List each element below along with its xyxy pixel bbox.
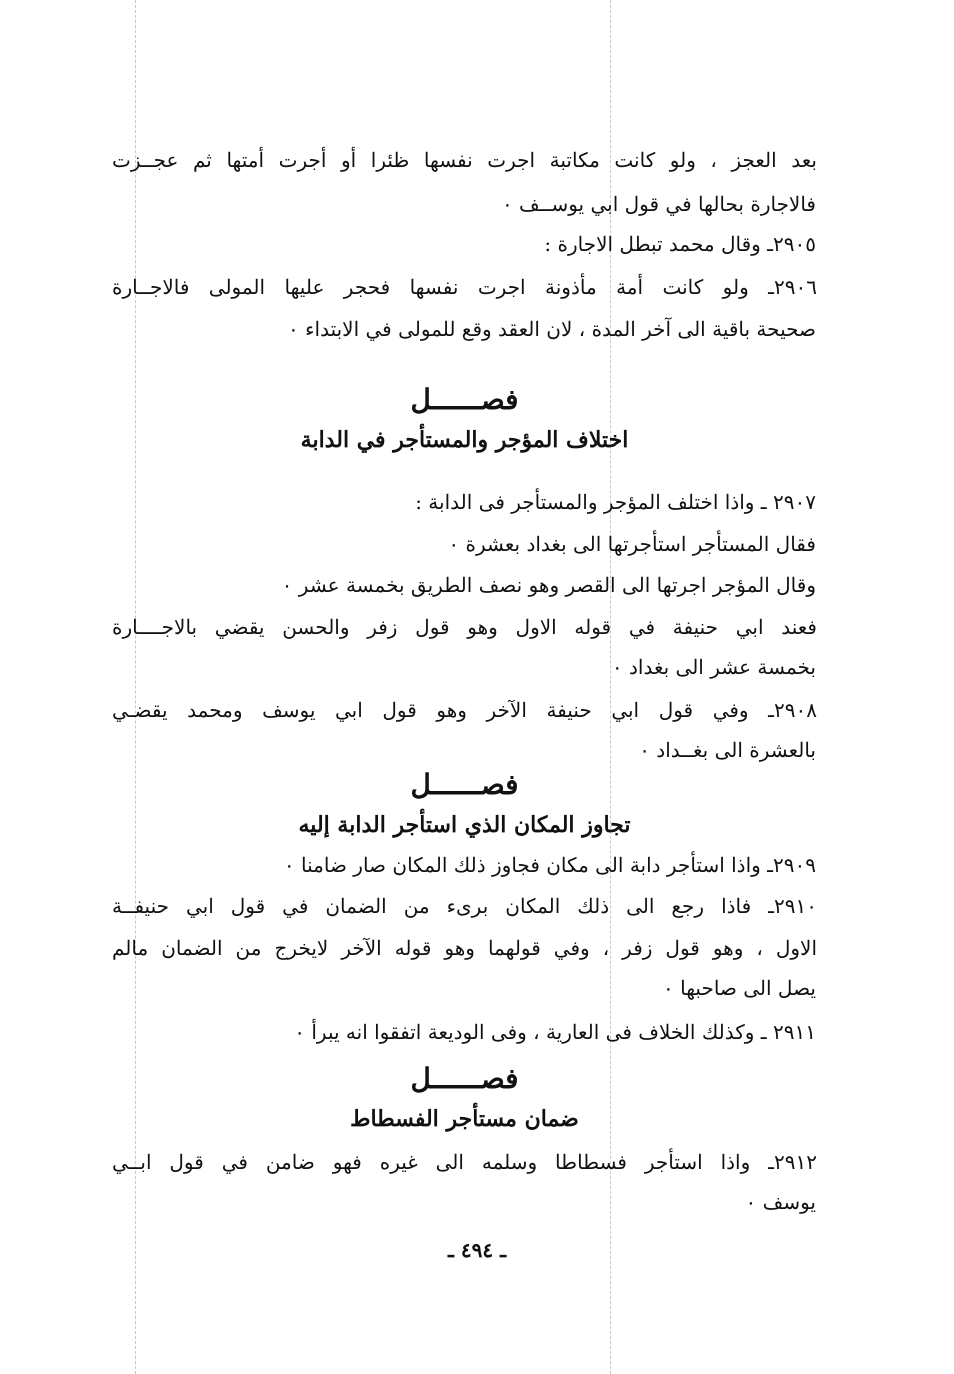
paragraph-2912-line: يوسف ٠ bbox=[745, 1190, 816, 1214]
paragraph-line: ٢٩٠٦ـ ولو كانت أمة مأذونة اجرت نفسها فحجر عليها المولى فالاجــارة bbox=[112, 275, 817, 299]
paragraph-2911: ٢٩١١ ـ وكذلك الخلاف فى العارية ، وفى الوديعة اتفقوا انه يبرأ ٠ bbox=[294, 1020, 816, 1044]
section-subtitle: تجاوز المكان الذي استأجر الدابة إليه bbox=[298, 812, 631, 838]
paragraph-2905: ٢٩٠٥ـ وقال محمد تبطل الاجارة : bbox=[544, 232, 816, 256]
paragraph-2910-line: الاول ، وهو قول زفر ، وفي قولهما وهو قوله الآخر لايخرج من الضمان مالم bbox=[112, 936, 817, 960]
paragraph-2909: ٢٩٠٩ـ واذا استأجر دابة الى مكان فجاوز ذلك المكان صار ضامنا ٠ bbox=[283, 853, 816, 877]
paragraph-line: صحيحة باقية الى آخر المدة ، لان العقد وقع للمولى في الابتداء ٠ bbox=[288, 317, 816, 341]
paragraph-line: بعد العجز ، ولو كانت مكاتبة اجرت نفسها ظئرا أو أجرت أمتها ثم عجــزت bbox=[112, 148, 817, 172]
paragraph-2912-line: ٢٩١٢ـ واذا استأجر فسطاطا وسلمه الى غيره فهو ضامن في قول ابــي bbox=[112, 1150, 817, 1174]
section-title: فصــــــل bbox=[410, 1062, 519, 1095]
paragraph-2908-line: ٢٩٠٨ـ وفي قول ابي حنيفة الآخر وهو قول ابي يوسف ومحمد يقضـي bbox=[112, 698, 817, 722]
section-title: فصــــــل bbox=[410, 383, 519, 416]
section-title: فصــــــل bbox=[410, 768, 519, 801]
paragraph-2907-line: ٢٩٠٧ ـ واذا اختلف المؤجر والمستأجر فى الدابة : bbox=[415, 490, 816, 514]
paragraph-2910-line: يصل الى صاحبها ٠ bbox=[663, 976, 816, 1000]
paragraph-line: فالاجارة بحالها في قول ابي يوســف ٠ bbox=[501, 192, 816, 216]
section-subtitle: ضمان مستأجر الفسطاط bbox=[350, 1106, 579, 1132]
paragraph-2907-line: بخمسة عشر الى بغداد ٠ bbox=[611, 655, 816, 679]
section-subtitle: اختلاف المؤجر والمستأجر في الدابة bbox=[300, 427, 629, 453]
paragraph-2907-line: فقال المستأجر استأجرتها الى بغداد بعشرة ٠ bbox=[448, 532, 816, 556]
paragraph-2908-line: بالعشرة الى بغــداد ٠ bbox=[639, 738, 816, 762]
page-number: ـ ٤٩٤ ـ bbox=[448, 1238, 506, 1262]
paragraph-2907-line: فعند ابي حنيفة في قوله الاول وهو قول زفر والحسن يقضي بالاجــــارة bbox=[112, 615, 817, 639]
paragraph-2907-line: وقال المؤجر اجرتها الى القصر وهو نصف الطريق بخمسة عشر ٠ bbox=[281, 573, 816, 597]
paragraph-2910-line: ٢٩١٠ـ فاذا رجع الى ذلك المكان برىء من الضمان في قول ابي حنيفــة bbox=[112, 894, 817, 918]
